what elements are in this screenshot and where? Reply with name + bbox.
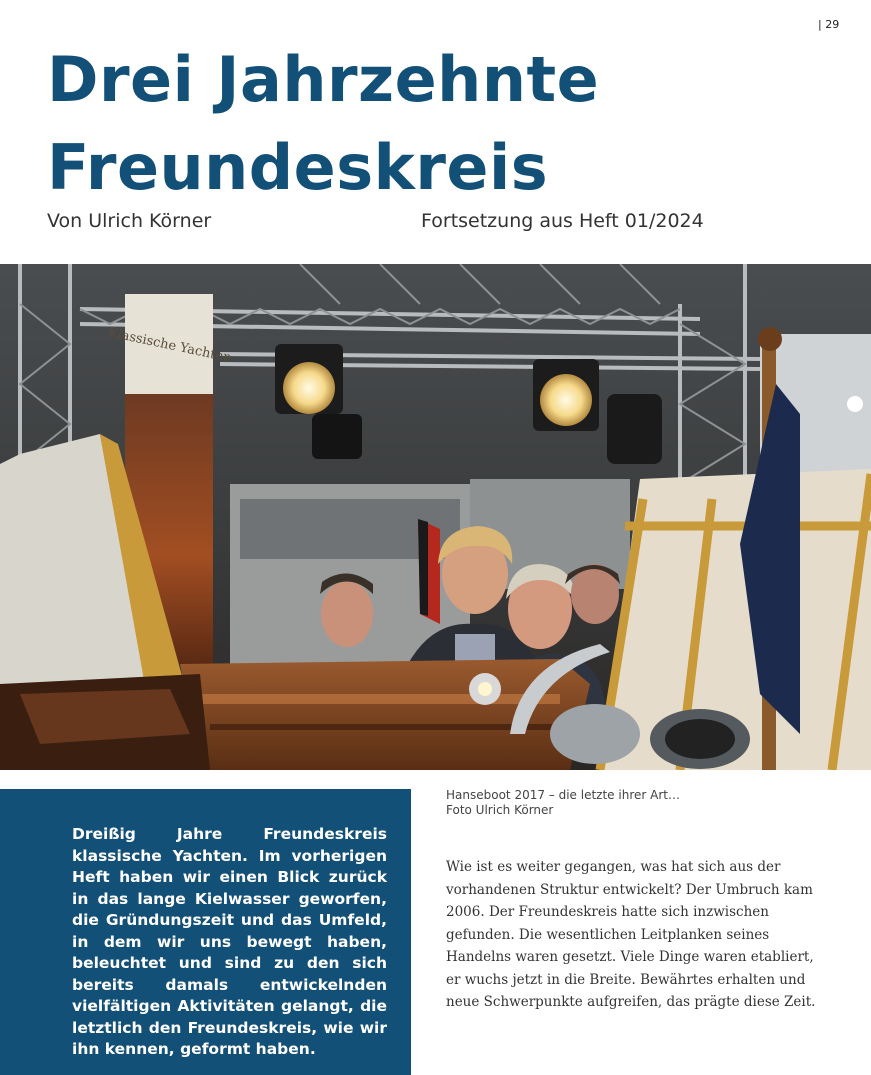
article-title <box>47 36 599 212</box>
sign-klassische-yachten: Klassische Yachten <box>106 325 233 366</box>
continued-note: Fortsetzung aus Heft 01/2024 <box>421 210 704 232</box>
lead-paragraph: Dreißig Jahre Freundeskreis klassische Yachten. Im vorherigen Heft haben wir einen Blick zurück in das lange Kielwasser geworfen, die Gründungszeit und das Umfeld, in dem wir uns bewegt haben, beleuchtet und sind zu den sich bereits damals entwickelnden vielfältigen Aktivitäten gelangt, die letztlich den Freundeskreis, wie wir ihn kennen, geformt haben. <box>72 825 387 1058</box>
photo-caption <box>446 788 680 818</box>
caption-credit: Foto Ulrich Körner <box>446 803 554 817</box>
title-line-1: Drei Jahrzehnte <box>47 43 600 116</box>
page-number: | 29 <box>818 18 840 31</box>
body-paragraph: Wie ist es weiter gegangen, was hat sich aus der vorhandenen Struktur entwickelt? Der Umbruch kam 2006. Der Freundeskreis hatte sich inzwischen gefunden. Die wesentlichen Leitplanken seines Handelns waren gesetzt. Viele Dinge waren etabliert, er wuchs jetzt in die Breite. Bewährtes erhalten und neue Schwerpunkte aufgreifen, das prägte diese Zeit. <box>446 859 816 1010</box>
boat-show-photo <box>0 264 871 770</box>
caption-title: Hanseboot 2017 – die letzte ihrer Art… <box>446 788 680 802</box>
author-byline: Von Ulrich Körner <box>47 210 212 232</box>
title-line-2: Freundeskreis <box>47 131 549 204</box>
